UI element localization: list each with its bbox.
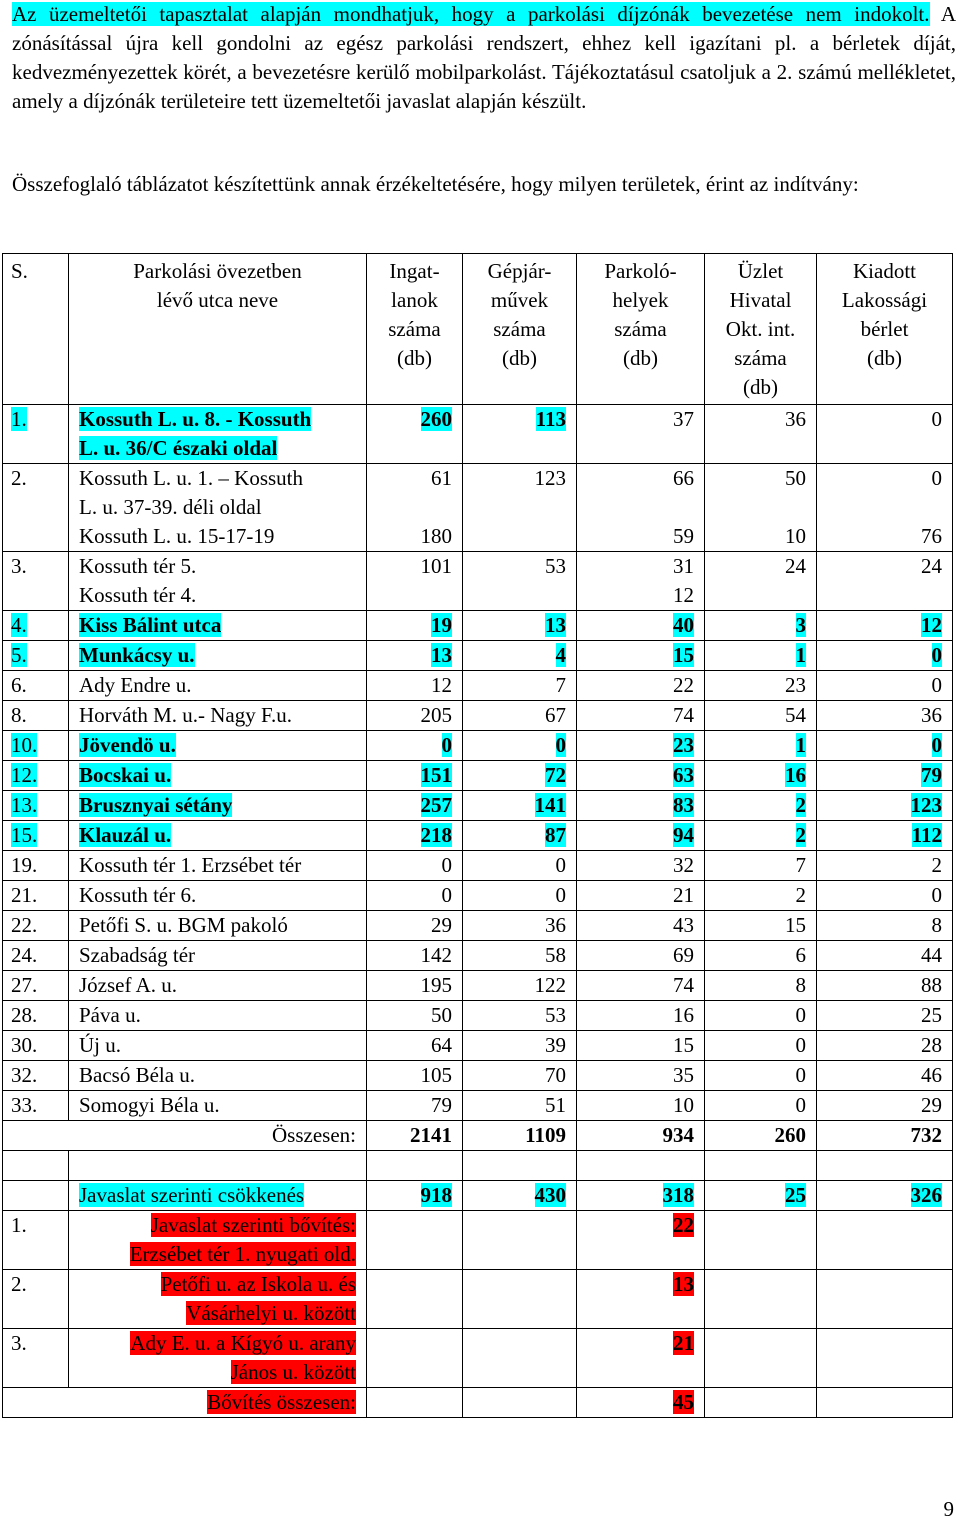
row-uzlet: 0 <box>705 1061 817 1091</box>
row-ingat: 205 <box>367 701 463 731</box>
row-uzlet: 1 <box>705 641 817 671</box>
reduction-sn <box>3 1181 69 1211</box>
spacer-cell <box>577 1151 705 1181</box>
row-sn: 4. <box>3 611 69 641</box>
row-sn: 5. <box>3 641 69 671</box>
row-park: 94 <box>577 821 705 851</box>
row-street: Kossuth L. u. 8. - Kossuth L. u. 36/C északi oldal <box>69 405 367 464</box>
table-row <box>3 731 953 761</box>
row-park: 10 <box>577 1091 705 1121</box>
expansion-sn: 2. <box>3 1270 69 1329</box>
row-gep: 53 <box>463 552 577 611</box>
row-ingat: 218 <box>367 821 463 851</box>
row-kiad: 29 <box>817 1091 953 1121</box>
table-row <box>3 971 953 1001</box>
row-uzlet: 24 <box>705 552 817 611</box>
spacer-cell <box>3 1151 69 1181</box>
row-kiad: 0 <box>817 881 953 911</box>
row-park: 16 <box>577 1001 705 1031</box>
row-uzlet: 2 <box>705 821 817 851</box>
header-uzlet: Üzlet Hivatal Okt. int. száma (db) <box>705 254 817 405</box>
expansion-empty <box>463 1329 577 1388</box>
row-kiad: 8 <box>817 911 953 941</box>
row-park: 43 <box>577 911 705 941</box>
row-gep: 7 <box>463 671 577 701</box>
row-sn: 21. <box>3 881 69 911</box>
expansion-empty <box>705 1388 817 1418</box>
expansion-empty <box>367 1388 463 1418</box>
row-park: 22 <box>577 671 705 701</box>
expansion-empty <box>817 1388 953 1418</box>
row-street: Kossuth tér 5. Kossuth tér 4. <box>69 552 367 611</box>
row-street: Klauzál u. <box>69 821 367 851</box>
intro-paragraph-2: Összefoglaló táblázatot készítettünk annak érzékeltetésére, hogy milyen területek, érint az indítvány: <box>12 172 859 196</box>
row-park: 32 <box>577 851 705 881</box>
table-row <box>3 671 953 701</box>
table-row <box>3 761 953 791</box>
row-sn: 13. <box>3 791 69 821</box>
row-gep: 58 <box>463 941 577 971</box>
row-sn: 15. <box>3 821 69 851</box>
row-ingat: 260 <box>367 405 463 464</box>
expansion-sn: 3. <box>3 1329 69 1388</box>
row-sn: 30. <box>3 1031 69 1061</box>
row-ingat: 13 <box>367 641 463 671</box>
table-row <box>3 1001 953 1031</box>
row-park: 31 12 <box>577 552 705 611</box>
total-gep: 1109 <box>463 1121 577 1151</box>
page-number: 9 <box>943 1497 954 1521</box>
table-row <box>3 1061 953 1091</box>
header-gepjarmuvek: Gépjár- művek száma (db) <box>463 254 577 405</box>
row-ingat: 19 <box>367 611 463 641</box>
row-gep: 123 <box>463 464 577 552</box>
row-ingat: 0 <box>367 881 463 911</box>
reduction-kiad: 326 <box>817 1181 953 1211</box>
expansion-empty <box>817 1329 953 1388</box>
spacer-cell <box>69 1151 367 1181</box>
row-kiad: 44 <box>817 941 953 971</box>
parking-summary-table <box>2 253 953 1418</box>
row-street: Kossuth tér 6. <box>69 881 367 911</box>
row-sn: 3. <box>3 552 69 611</box>
row-gep: 141 <box>463 791 577 821</box>
row-gep: 4 <box>463 641 577 671</box>
row-kiad: 0 <box>817 405 953 464</box>
row-ingat: 195 <box>367 971 463 1001</box>
row-uzlet: 6 <box>705 941 817 971</box>
expansion-park: 22 <box>577 1211 705 1270</box>
row-street: Páva u. <box>69 1001 367 1031</box>
row-gep: 67 <box>463 701 577 731</box>
row-sn: 28. <box>3 1001 69 1031</box>
row-park: 15 <box>577 641 705 671</box>
row-sn: 6. <box>3 671 69 701</box>
row-street: Szabadság tér <box>69 941 367 971</box>
header-sn: S. <box>3 254 69 405</box>
table-row <box>3 552 953 611</box>
expansion-total-row <box>3 1388 953 1418</box>
row-kiad: 79 <box>817 761 953 791</box>
row-ingat: 105 <box>367 1061 463 1091</box>
expansion-street: Ady E. u. a Kígyó u. arany János u. között <box>69 1329 367 1388</box>
total-kiad: 732 <box>817 1121 953 1151</box>
row-kiad: 0 <box>817 731 953 761</box>
header-ingatlanok: Ingat- lanok száma (db) <box>367 254 463 405</box>
row-kiad: 0 76 <box>817 464 953 552</box>
row-street: József A. u. <box>69 971 367 1001</box>
row-kiad: 112 <box>817 821 953 851</box>
row-park: 40 <box>577 611 705 641</box>
row-uzlet: 2 <box>705 881 817 911</box>
spacer-cell <box>463 1151 577 1181</box>
row-park: 69 <box>577 941 705 971</box>
table-header-row <box>3 254 953 405</box>
row-sn: 22. <box>3 911 69 941</box>
row-gep: 53 <box>463 1001 577 1031</box>
row-kiad: 0 <box>817 671 953 701</box>
row-sn: 12. <box>3 761 69 791</box>
row-ingat: 0 <box>367 851 463 881</box>
table-row <box>3 1091 953 1121</box>
row-sn: 32. <box>3 1061 69 1091</box>
row-street: Bacsó Béla u. <box>69 1061 367 1091</box>
row-uzlet: 7 <box>705 851 817 881</box>
row-gep: 113 <box>463 405 577 464</box>
row-sn: 2. <box>3 464 69 552</box>
spacer-cell <box>705 1151 817 1181</box>
row-gep: 0 <box>463 851 577 881</box>
row-kiad: 123 <box>817 791 953 821</box>
row-street: Ady Endre u. <box>69 671 367 701</box>
row-ingat: 61 180 <box>367 464 463 552</box>
row-uzlet: 50 10 <box>705 464 817 552</box>
row-street: Kiss Bálint utca <box>69 611 367 641</box>
row-uzlet: 8 <box>705 971 817 1001</box>
expansion-row <box>3 1270 953 1329</box>
row-sn: 19. <box>3 851 69 881</box>
row-ingat: 142 <box>367 941 463 971</box>
row-gep: 122 <box>463 971 577 1001</box>
row-sn: 33. <box>3 1091 69 1121</box>
row-park: 37 <box>577 405 705 464</box>
spacer-cell <box>367 1151 463 1181</box>
row-ingat: 64 <box>367 1031 463 1061</box>
row-sn: 24. <box>3 941 69 971</box>
expansion-empty <box>817 1211 953 1270</box>
intro-paragraph-1 <box>12 0 956 116</box>
row-ingat: 79 <box>367 1091 463 1121</box>
row-sn: 1. <box>3 405 69 464</box>
expansion-empty <box>463 1270 577 1329</box>
expansion-park: 21 <box>577 1329 705 1388</box>
row-street: Somogyi Béla u. <box>69 1091 367 1121</box>
row-street: Kossuth tér 1. Erzsébet tér <box>69 851 367 881</box>
expansion-street: Javaslat szerinti bővítés: Erzsébet tér 1. nyugati old. <box>69 1211 367 1270</box>
row-street: Kossuth L. u. 1. – Kossuth L. u. 37-39. déli oldal Kossuth L. u. 15-17-19 <box>69 464 367 552</box>
row-kiad: 0 <box>817 641 953 671</box>
spacer-cell <box>817 1151 953 1181</box>
row-park: 74 <box>577 701 705 731</box>
expansion-empty <box>367 1329 463 1388</box>
row-park: 63 <box>577 761 705 791</box>
row-uzlet: 36 <box>705 405 817 464</box>
total-row <box>3 1121 953 1151</box>
table-row <box>3 464 953 552</box>
expansion-street: Petőfi u. az Iskola u. és Vásárhelyi u. között <box>69 1270 367 1329</box>
row-gep: 72 <box>463 761 577 791</box>
table-row <box>3 911 953 941</box>
intro-rest: A zónásítással újra kell gondolni az egész parkolási rendszert, ehhez kell igazítani pl. a bérletek díját, kedvezményezettek körét, a bevezetésre kerülő mobilparkolást. Tájékoztatásul csatoljuk a 2. számú mellékletet, amely a díjzónák területeire tett üzemeltetői javaslat alapján készült. <box>12 2 956 113</box>
intro-highlighted-sentence: Az üzemeltetői tapasztalat alapján mondhatjuk, hogy a parkolási díjzónák bevezetése nem indokolt. <box>12 2 930 26</box>
row-uzlet: 3 <box>705 611 817 641</box>
table-row <box>3 791 953 821</box>
total-uzlet: 260 <box>705 1121 817 1151</box>
table-row <box>3 641 953 671</box>
expansion-empty <box>817 1270 953 1329</box>
row-street: Brusznyai sétány <box>69 791 367 821</box>
row-gep: 51 <box>463 1091 577 1121</box>
row-ingat: 0 <box>367 731 463 761</box>
row-kiad: 24 <box>817 552 953 611</box>
expansion-empty <box>705 1329 817 1388</box>
row-street: Bocskai u. <box>69 761 367 791</box>
row-street: Petőfi S. u. BGM pakoló <box>69 911 367 941</box>
expansion-park: 13 <box>577 1270 705 1329</box>
table-row <box>3 701 953 731</box>
table-row <box>3 881 953 911</box>
row-ingat: 101 <box>367 552 463 611</box>
expansion-row <box>3 1329 953 1388</box>
reduction-park: 318 <box>577 1181 705 1211</box>
expansion-total-label: Bővítés összesen: <box>3 1388 367 1418</box>
row-street: Munkácsy u. <box>69 641 367 671</box>
expansion-row <box>3 1211 953 1270</box>
row-uzlet: 0 <box>705 1031 817 1061</box>
row-sn: 8. <box>3 701 69 731</box>
row-sn: 10. <box>3 731 69 761</box>
row-sn: 27. <box>3 971 69 1001</box>
row-street: Horváth M. u.- Nagy F.u. <box>69 701 367 731</box>
row-gep: 87 <box>463 821 577 851</box>
row-gep: 39 <box>463 1031 577 1061</box>
reduction-ingat: 918 <box>367 1181 463 1211</box>
expansion-empty <box>705 1211 817 1270</box>
reduction-row <box>3 1181 953 1211</box>
row-gep: 13 <box>463 611 577 641</box>
row-uzlet: 54 <box>705 701 817 731</box>
total-label: Összesen: <box>3 1121 367 1151</box>
row-kiad: 88 <box>817 971 953 1001</box>
expansion-total-park: 45 <box>577 1388 705 1418</box>
expansion-empty <box>705 1270 817 1329</box>
row-gep: 0 <box>463 881 577 911</box>
expansion-empty <box>367 1211 463 1270</box>
row-uzlet: 15 <box>705 911 817 941</box>
row-kiad: 25 <box>817 1001 953 1031</box>
row-ingat: 151 <box>367 761 463 791</box>
row-kiad: 28 <box>817 1031 953 1061</box>
header-parkolohelyek: Parkoló- helyek száma (db) <box>577 254 705 405</box>
row-park: 15 <box>577 1031 705 1061</box>
row-uzlet: 1 <box>705 731 817 761</box>
row-kiad: 12 <box>817 611 953 641</box>
total-park: 934 <box>577 1121 705 1151</box>
row-uzlet: 16 <box>705 761 817 791</box>
table-row <box>3 851 953 881</box>
row-street: Új u. <box>69 1031 367 1061</box>
table-row <box>3 405 953 464</box>
row-uzlet: 0 <box>705 1001 817 1031</box>
row-uzlet: 0 <box>705 1091 817 1121</box>
expansion-sn: 1. <box>3 1211 69 1270</box>
spacer-row <box>3 1151 953 1181</box>
row-park: 83 <box>577 791 705 821</box>
reduction-gep: 430 <box>463 1181 577 1211</box>
row-park: 35 <box>577 1061 705 1091</box>
row-gep: 36 <box>463 911 577 941</box>
row-gep: 70 <box>463 1061 577 1091</box>
row-uzlet: 2 <box>705 791 817 821</box>
header-street: Parkolási övezetben lévő utca neve <box>69 254 367 405</box>
row-park: 23 <box>577 731 705 761</box>
reduction-uzlet: 25 <box>705 1181 817 1211</box>
row-park: 66 59 <box>577 464 705 552</box>
row-kiad: 2 <box>817 851 953 881</box>
row-ingat: 257 <box>367 791 463 821</box>
row-park: 21 <box>577 881 705 911</box>
header-kiadott-berlet: Kiadott Lakossági bérlet (db) <box>817 254 953 405</box>
expansion-empty <box>463 1211 577 1270</box>
row-park: 74 <box>577 971 705 1001</box>
row-gep: 0 <box>463 731 577 761</box>
reduction-label: Javaslat szerinti csökkenés <box>69 1181 367 1211</box>
row-ingat: 29 <box>367 911 463 941</box>
table-row <box>3 611 953 641</box>
table-row <box>3 1031 953 1061</box>
row-uzlet: 23 <box>705 671 817 701</box>
row-kiad: 46 <box>817 1061 953 1091</box>
row-ingat: 12 <box>367 671 463 701</box>
total-ingat: 2141 <box>367 1121 463 1151</box>
row-street: Jövendö u. <box>69 731 367 761</box>
expansion-empty <box>463 1388 577 1418</box>
row-kiad: 36 <box>817 701 953 731</box>
table-row <box>3 941 953 971</box>
table-row <box>3 821 953 851</box>
expansion-empty <box>367 1270 463 1329</box>
row-ingat: 50 <box>367 1001 463 1031</box>
